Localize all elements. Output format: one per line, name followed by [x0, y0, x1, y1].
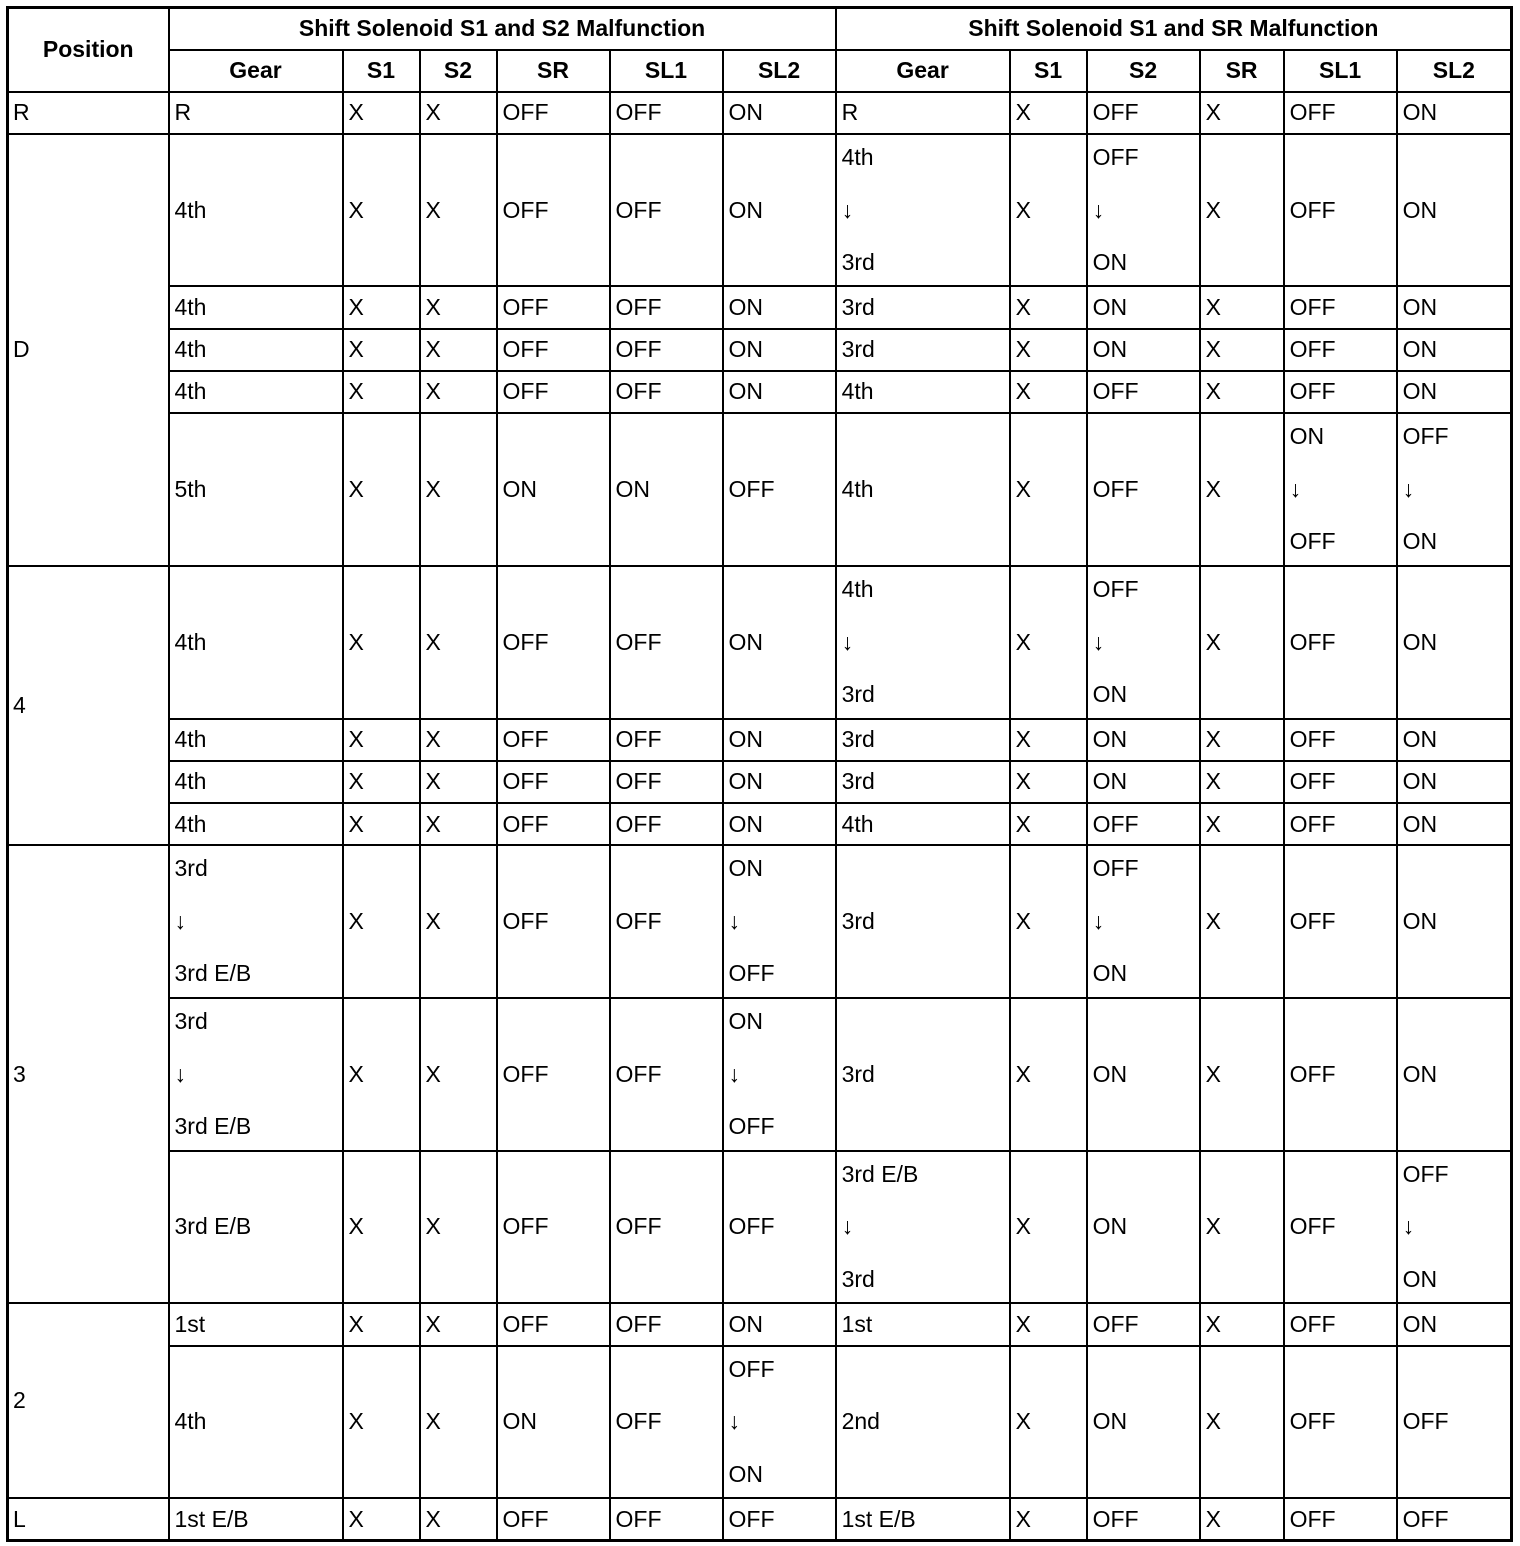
- table-row: [8, 1498, 1512, 1540]
- cell-a-sl1: OFF: [610, 329, 723, 371]
- transition-value: [1093, 146, 1199, 274]
- from-value: OFF: [1402, 1160, 1449, 1187]
- cell-a-s1: X: [343, 719, 420, 761]
- cell-a-s1: X: [343, 761, 420, 803]
- cell-b-s1: X: [1010, 845, 1087, 998]
- cell-b-s1: X: [1010, 1303, 1087, 1345]
- cell-b-s2: [1087, 845, 1200, 998]
- cell-b-sl2: ON: [1397, 719, 1512, 761]
- table-row: [8, 761, 1512, 803]
- cell-a-sl1: OFF: [610, 1151, 723, 1304]
- cell-b-gear: 1st: [836, 1303, 1010, 1345]
- cell-a-s1: X: [343, 1303, 420, 1345]
- col-header-s2: S2: [1087, 50, 1200, 92]
- cell-a-sr: ON: [497, 413, 610, 566]
- transition-value: [1403, 425, 1511, 553]
- cell-b-s2: ON: [1087, 761, 1200, 803]
- cell-a-gear: R: [169, 92, 343, 134]
- cell-a-sr: OFF: [497, 803, 610, 845]
- transition-value: [175, 1010, 342, 1138]
- cell-a-s1: X: [343, 1346, 420, 1499]
- cell-b-gear: 4th: [836, 803, 1010, 845]
- cell-b-s2: OFF: [1087, 371, 1200, 413]
- group-b-title: Shift Solenoid S1 and SR Malfunction: [836, 8, 1512, 50]
- to-value: 3rd E/B: [174, 1113, 252, 1140]
- cell-a-s2: X: [420, 1303, 497, 1345]
- cell-b-sr: X: [1200, 286, 1284, 328]
- cell-a-sr: OFF: [497, 286, 610, 328]
- cell-b-gear: 2nd: [836, 1346, 1010, 1499]
- cell-b-sl1: [1284, 413, 1397, 566]
- cell-b-sl2: OFF: [1397, 1498, 1512, 1540]
- cell-a-s2: X: [420, 329, 497, 371]
- cell-a-sl2: ON: [723, 134, 836, 287]
- from-value: 3rd E/B: [841, 1160, 919, 1187]
- down-arrow-icon: ↓: [841, 196, 854, 223]
- cell-a-sl2: ON: [723, 761, 836, 803]
- table-row: [8, 371, 1512, 413]
- transition-value: [1093, 857, 1199, 985]
- cell-b-gear: [836, 134, 1010, 287]
- cell-b-s1: X: [1010, 329, 1087, 371]
- from-value: 3rd: [174, 855, 208, 882]
- cell-b-sr: X: [1200, 761, 1284, 803]
- down-arrow-icon: ↓: [174, 907, 186, 934]
- table-row: [8, 1151, 1512, 1304]
- cell-a-sl2: [723, 1346, 836, 1499]
- cell-a-sl1: OFF: [610, 286, 723, 328]
- cell-b-s1: X: [1010, 803, 1087, 845]
- cell-b-s1: X: [1010, 719, 1087, 761]
- cell-a-sl2: ON: [723, 1303, 836, 1345]
- to-value: ON: [1402, 528, 1438, 555]
- table-row: [8, 803, 1512, 845]
- cell-a-s1: X: [343, 998, 420, 1151]
- cell-a-s2: X: [420, 803, 497, 845]
- cell-b-s2: ON: [1087, 1151, 1200, 1304]
- col-header-sl1: SL1: [610, 50, 723, 92]
- to-value: ON: [1092, 681, 1128, 708]
- cell-a-sl1: OFF: [610, 566, 723, 719]
- cell-b-gear: 4th: [836, 413, 1010, 566]
- cell-b-s2: OFF: [1087, 413, 1200, 566]
- position-cell: L: [8, 1498, 169, 1540]
- cell-b-s2: ON: [1087, 329, 1200, 371]
- cell-a-s1: X: [343, 845, 420, 998]
- transition-value: [1290, 425, 1396, 553]
- cell-b-sr: X: [1200, 329, 1284, 371]
- cell-b-gear: [836, 1151, 1010, 1304]
- from-value: ON: [728, 855, 763, 882]
- cell-a-s2: X: [420, 761, 497, 803]
- cell-a-sl1: OFF: [610, 134, 723, 287]
- cell-b-gear: 3rd: [836, 845, 1010, 998]
- cell-a-s1: X: [343, 329, 420, 371]
- cell-a-sl1: OFF: [610, 998, 723, 1151]
- down-arrow-icon: ↓: [728, 1060, 740, 1087]
- cell-b-gear: 3rd: [836, 329, 1010, 371]
- cell-b-sl1: OFF: [1284, 719, 1397, 761]
- cell-a-sl1: OFF: [610, 761, 723, 803]
- cell-a-gear: 4th: [169, 566, 343, 719]
- down-arrow-icon: ↓: [1402, 475, 1415, 502]
- cell-a-gear: 4th: [169, 329, 343, 371]
- cell-a-gear: 4th: [169, 761, 343, 803]
- cell-b-sl2: ON: [1397, 92, 1512, 134]
- cell-b-sl1: OFF: [1284, 134, 1397, 287]
- down-arrow-icon: ↓: [1402, 1213, 1415, 1240]
- cell-b-s2: OFF: [1087, 1303, 1200, 1345]
- transition-value: [841, 1160, 1009, 1292]
- cell-a-sr: OFF: [497, 1151, 610, 1304]
- to-value: ON: [1402, 1265, 1438, 1292]
- table-row: [8, 286, 1512, 328]
- cell-a-sr: OFF: [497, 1303, 610, 1345]
- table-row: [8, 92, 1512, 134]
- cell-b-sl2: ON: [1397, 803, 1512, 845]
- to-value: ON: [1092, 249, 1128, 276]
- cell-b-sl1: OFF: [1284, 566, 1397, 719]
- cell-a-sr: OFF: [497, 92, 610, 134]
- down-arrow-icon: ↓: [1289, 475, 1302, 502]
- cell-b-s2: ON: [1087, 1346, 1200, 1499]
- to-value: OFF: [728, 1113, 775, 1140]
- cell-b-sr: X: [1200, 371, 1284, 413]
- cell-b-s2: [1087, 566, 1200, 719]
- to-value: OFF: [1289, 528, 1336, 555]
- to-value: 3rd: [841, 681, 875, 708]
- cell-a-sr: OFF: [497, 371, 610, 413]
- cell-a-gear: 5th: [169, 413, 343, 566]
- cell-b-s1: X: [1010, 761, 1087, 803]
- cell-a-s1: X: [343, 286, 420, 328]
- cell-b-sl1: OFF: [1284, 286, 1397, 328]
- cell-a-s1: X: [343, 413, 420, 566]
- table-row: [8, 329, 1512, 371]
- table-row: [8, 719, 1512, 761]
- to-value: OFF: [728, 960, 775, 987]
- from-value: 4th: [841, 144, 874, 171]
- from-value: OFF: [1092, 855, 1139, 882]
- cell-b-sl2: ON: [1397, 845, 1512, 998]
- cell-b-s2: OFF: [1087, 92, 1200, 134]
- cell-a-sr: ON: [497, 1346, 610, 1499]
- cell-b-sr: X: [1200, 566, 1284, 719]
- cell-b-sl2: ON: [1397, 566, 1512, 719]
- transition-value: [842, 578, 1009, 706]
- cell-b-s1: X: [1010, 286, 1087, 328]
- table-row: [8, 1346, 1512, 1499]
- table-body: [8, 92, 1512, 1541]
- cell-b-s1: X: [1010, 566, 1087, 719]
- cell-a-gear: 4th: [169, 134, 343, 287]
- down-arrow-icon: ↓: [728, 907, 740, 934]
- cell-a-sr: OFF: [497, 845, 610, 998]
- cell-b-gear: 3rd: [836, 761, 1010, 803]
- cell-b-sl1: OFF: [1284, 845, 1397, 998]
- cell-a-sr: OFF: [497, 566, 610, 719]
- position-cell: 4: [8, 566, 169, 845]
- col-header-gear: Gear: [169, 50, 343, 92]
- cell-a-gear: 1st E/B: [169, 1498, 343, 1540]
- cell-a-sl2: ON: [723, 803, 836, 845]
- cell-a-sl1: ON: [610, 413, 723, 566]
- position-cell: 2: [8, 1303, 169, 1498]
- to-value: 3rd E/B: [174, 960, 252, 987]
- cell-a-sl1: OFF: [610, 845, 723, 998]
- cell-a-sl2: [723, 998, 836, 1151]
- transition-value: [729, 857, 835, 985]
- down-arrow-icon: ↓: [1092, 628, 1105, 655]
- cell-b-sl2: ON: [1397, 329, 1512, 371]
- cell-b-s1: X: [1010, 1498, 1087, 1540]
- cell-a-sr: OFF: [497, 998, 610, 1151]
- cell-a-s2: X: [420, 413, 497, 566]
- cell-a-gear: 4th: [169, 1346, 343, 1499]
- cell-a-gear: 4th: [169, 719, 343, 761]
- col-header-sl1: SL1: [1284, 50, 1397, 92]
- position-cell: R: [8, 92, 169, 134]
- transition-value: [1402, 1160, 1511, 1292]
- cell-b-sl2: ON: [1397, 761, 1512, 803]
- to-value: 3rd: [841, 1265, 875, 1292]
- cell-b-sr: X: [1200, 1498, 1284, 1540]
- cell-a-gear: 4th: [169, 286, 343, 328]
- from-value: ON: [728, 1008, 763, 1035]
- cell-b-gear: 3rd: [836, 719, 1010, 761]
- cell-b-s2: OFF: [1087, 1498, 1200, 1540]
- cell-a-sl2: ON: [723, 92, 836, 134]
- cell-a-s2: X: [420, 1498, 497, 1540]
- cell-b-sl2: ON: [1397, 286, 1512, 328]
- position-header: Position: [8, 8, 169, 92]
- cell-b-s1: X: [1010, 1151, 1087, 1304]
- cell-b-sl1: OFF: [1284, 92, 1397, 134]
- cell-b-s1: X: [1010, 371, 1087, 413]
- group-a-title: Shift Solenoid S1 and S2 Malfunction: [169, 8, 836, 50]
- cell-b-sl2: ON: [1397, 998, 1512, 1151]
- cell-a-s2: X: [420, 1151, 497, 1304]
- cell-a-sl2: ON: [723, 719, 836, 761]
- cell-a-s2: X: [420, 286, 497, 328]
- cell-a-sl1: OFF: [610, 371, 723, 413]
- cell-a-sr: OFF: [497, 1498, 610, 1540]
- cell-b-sl2: ON: [1397, 1303, 1512, 1345]
- cell-b-s2: ON: [1087, 998, 1200, 1151]
- cell-b-gear: R: [836, 92, 1010, 134]
- down-arrow-icon: ↓: [841, 628, 854, 655]
- cell-b-sl1: OFF: [1284, 329, 1397, 371]
- transition-value: [1093, 578, 1199, 706]
- cell-a-gear: [169, 998, 343, 1151]
- col-header-sr: SR: [497, 50, 610, 92]
- cell-b-sl1: OFF: [1284, 1303, 1397, 1345]
- cell-b-s1: X: [1010, 1346, 1087, 1499]
- from-value: OFF: [1092, 144, 1139, 171]
- cell-a-sl1: OFF: [610, 803, 723, 845]
- cell-a-s1: X: [343, 134, 420, 287]
- transition-value: [175, 857, 342, 985]
- cell-b-sl1: OFF: [1284, 803, 1397, 845]
- cell-a-s2: X: [420, 719, 497, 761]
- cell-b-sr: X: [1200, 1303, 1284, 1345]
- cell-a-sl2: ON: [723, 286, 836, 328]
- cell-b-gear: 3rd: [836, 286, 1010, 328]
- cell-b-s2: [1087, 134, 1200, 287]
- cell-a-sr: OFF: [497, 329, 610, 371]
- table-row: [8, 413, 1512, 566]
- cell-a-sr: OFF: [497, 134, 610, 287]
- cell-a-s1: X: [343, 371, 420, 413]
- cell-a-s1: X: [343, 803, 420, 845]
- cell-a-sl1: OFF: [610, 1303, 723, 1345]
- position-cell: D: [8, 134, 169, 566]
- cell-b-sr: X: [1200, 92, 1284, 134]
- cell-b-gear: 1st E/B: [836, 1498, 1010, 1540]
- cell-a-s2: X: [420, 998, 497, 1151]
- cell-a-sl2: OFF: [723, 1151, 836, 1304]
- to-value: ON: [1092, 960, 1128, 987]
- to-value: ON: [728, 1460, 763, 1487]
- position-cell: 3: [8, 845, 169, 1303]
- cell-b-sr: X: [1200, 1151, 1284, 1304]
- col-header-s2: S2: [420, 50, 497, 92]
- cell-a-sl1: OFF: [610, 92, 723, 134]
- col-header-gear: Gear: [836, 50, 1010, 92]
- cell-b-sl1: OFF: [1284, 1346, 1397, 1499]
- cell-a-s1: X: [343, 1151, 420, 1304]
- cell-b-sl2: ON: [1397, 134, 1512, 287]
- down-arrow-icon: ↓: [841, 1213, 854, 1240]
- table-row: [8, 998, 1512, 1151]
- cell-a-sl2: OFF: [723, 413, 836, 566]
- cell-a-sr: OFF: [497, 719, 610, 761]
- cell-a-s1: X: [343, 1498, 420, 1540]
- cell-a-sl1: OFF: [610, 719, 723, 761]
- cell-b-sl2: OFF: [1397, 1346, 1512, 1499]
- cell-a-s2: X: [420, 134, 497, 287]
- cell-b-gear: 4th: [836, 371, 1010, 413]
- down-arrow-icon: ↓: [1092, 196, 1105, 223]
- cell-b-s1: X: [1010, 92, 1087, 134]
- cell-a-s2: X: [420, 845, 497, 998]
- cell-b-gear: 3rd: [836, 998, 1010, 1151]
- transition-value: [842, 146, 1009, 274]
- from-value: ON: [1289, 423, 1325, 450]
- cell-b-sr: X: [1200, 1346, 1284, 1499]
- cell-b-s1: X: [1010, 134, 1087, 287]
- cell-b-sl1: OFF: [1284, 371, 1397, 413]
- cell-a-s2: X: [420, 1346, 497, 1499]
- col-header-s1: S1: [343, 50, 420, 92]
- cell-b-s2: OFF: [1087, 803, 1200, 845]
- cell-b-sl1: OFF: [1284, 1151, 1397, 1304]
- cell-b-s1: X: [1010, 998, 1087, 1151]
- group-header-row: [8, 8, 1512, 50]
- col-header-s1: S1: [1010, 50, 1087, 92]
- from-value: OFF: [728, 1355, 775, 1382]
- cell-b-sl1: OFF: [1284, 998, 1397, 1151]
- to-value: 3rd: [841, 249, 875, 276]
- table-row: [8, 566, 1512, 719]
- column-header-row: [8, 50, 1512, 92]
- cell-a-s2: X: [420, 566, 497, 719]
- cell-a-gear: 4th: [169, 803, 343, 845]
- cell-b-sl2: [1397, 1151, 1512, 1304]
- cell-a-sl2: ON: [723, 329, 836, 371]
- cell-b-s2: ON: [1087, 286, 1200, 328]
- cell-b-gear: [836, 566, 1010, 719]
- from-value: OFF: [1402, 423, 1449, 450]
- col-header-sl2: SL2: [1397, 50, 1512, 92]
- cell-b-sr: X: [1200, 719, 1284, 761]
- table-row: [8, 845, 1512, 998]
- cell-b-sr: X: [1200, 413, 1284, 566]
- cell-b-sr: X: [1200, 998, 1284, 1151]
- cell-a-sl2: ON: [723, 566, 836, 719]
- cell-b-sl2: [1397, 413, 1512, 566]
- solenoid-malfunction-table: [6, 6, 1513, 1542]
- cell-a-gear: [169, 845, 343, 998]
- cell-a-sl2: ON: [723, 371, 836, 413]
- cell-a-sl2: OFF: [723, 1498, 836, 1540]
- down-arrow-icon: ↓: [728, 1408, 740, 1435]
- cell-b-s1: X: [1010, 413, 1087, 566]
- cell-b-sr: X: [1200, 845, 1284, 998]
- col-header-sl2: SL2: [723, 50, 836, 92]
- cell-a-sl2: [723, 845, 836, 998]
- cell-b-s2: ON: [1087, 719, 1200, 761]
- down-arrow-icon: ↓: [1092, 907, 1105, 934]
- table-row: [8, 134, 1512, 287]
- cell-a-s1: X: [343, 566, 420, 719]
- transition-value: [728, 1355, 835, 1487]
- cell-a-sr: OFF: [497, 761, 610, 803]
- cell-a-gear: 3rd E/B: [169, 1151, 343, 1304]
- cell-b-sl2: ON: [1397, 371, 1512, 413]
- cell-a-gear: 4th: [169, 371, 343, 413]
- cell-a-gear: 1st: [169, 1303, 343, 1345]
- cell-b-sr: X: [1200, 134, 1284, 287]
- cell-a-s2: X: [420, 92, 497, 134]
- transition-value: [729, 1010, 835, 1138]
- cell-a-sl1: OFF: [610, 1346, 723, 1499]
- cell-a-s1: X: [343, 92, 420, 134]
- cell-b-sr: X: [1200, 803, 1284, 845]
- from-value: 4th: [841, 576, 874, 603]
- cell-a-sl1: OFF: [610, 1498, 723, 1540]
- down-arrow-icon: ↓: [174, 1060, 186, 1087]
- cell-b-sl1: OFF: [1284, 1498, 1397, 1540]
- from-value: OFF: [1092, 576, 1139, 603]
- table-row: [8, 1303, 1512, 1345]
- table-header: [8, 8, 1512, 92]
- col-header-sr: SR: [1200, 50, 1284, 92]
- cell-b-sl1: OFF: [1284, 761, 1397, 803]
- from-value: 3rd: [174, 1008, 208, 1035]
- cell-a-s2: X: [420, 371, 497, 413]
